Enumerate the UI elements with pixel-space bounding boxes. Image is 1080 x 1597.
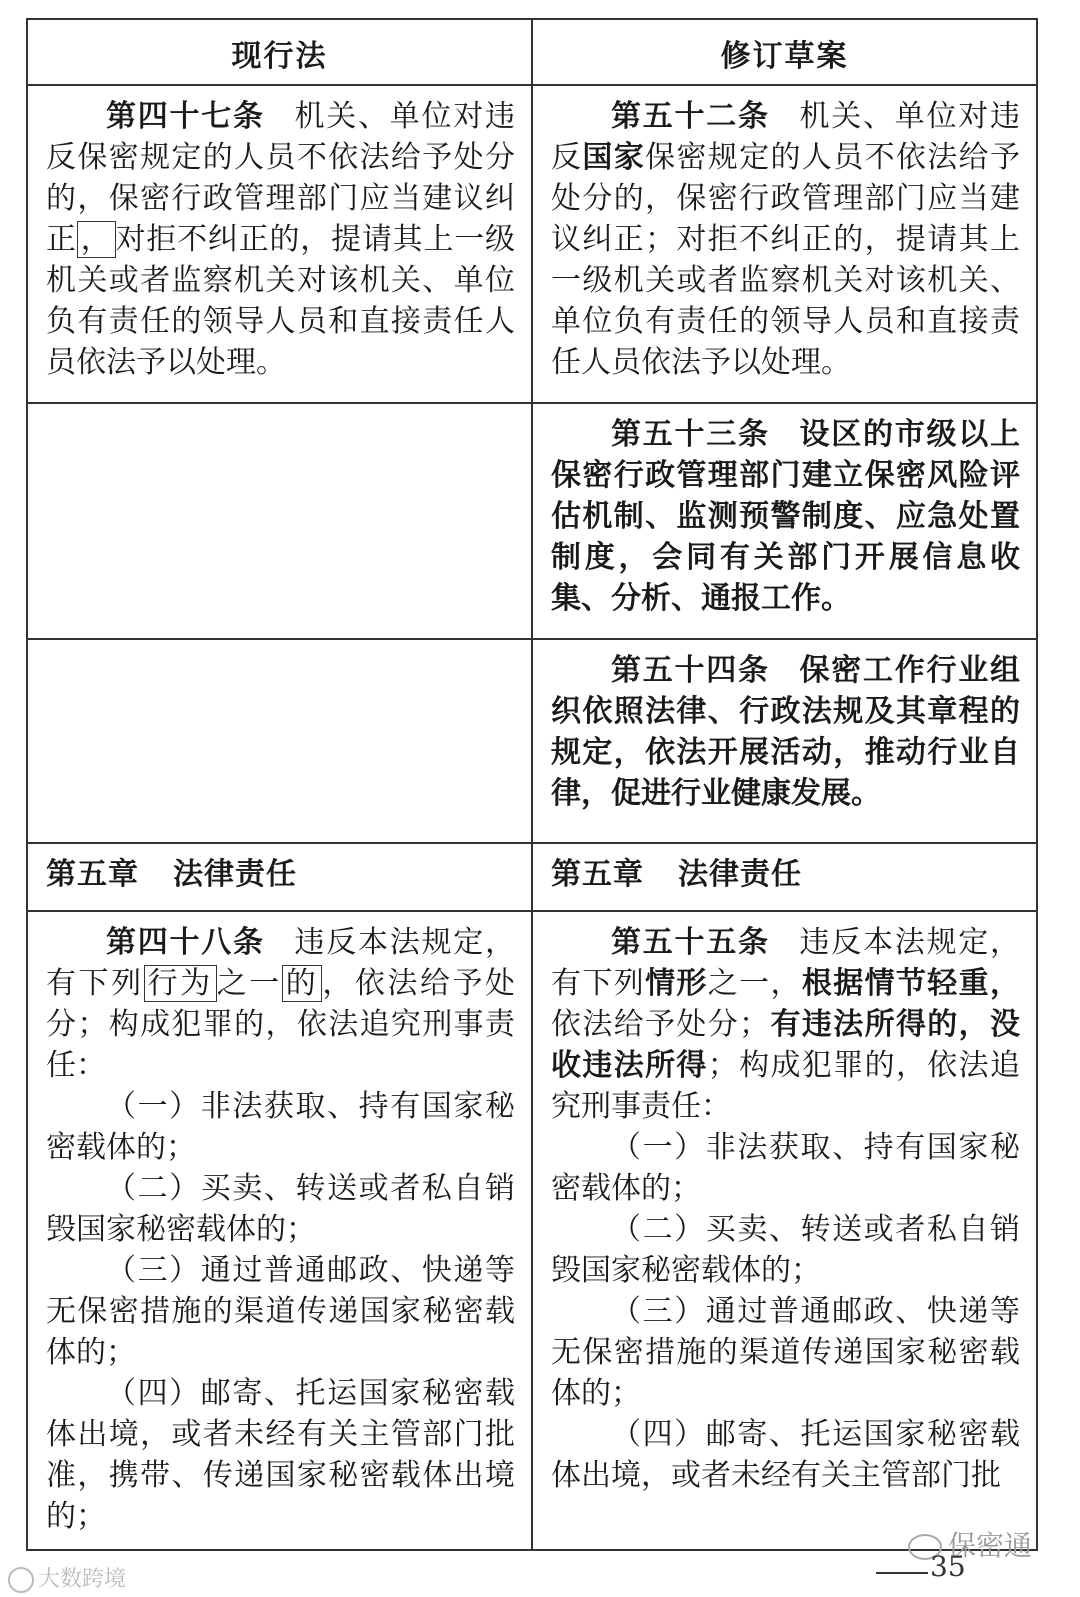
list-item: （三）通过普通邮政、快递等无保密措施的渠道传递国家秘密载体的； — [551, 1294, 1020, 1411]
added-text: 根据情节轻重， — [801, 966, 1021, 1001]
current-article-47: 第四十七条 机关、单位对违反保密规定的人员不依法给予处分的，保密行政管理部门应当建议纠正 ， 对拒不纠正的，提请其上一级机关或者监察机关对该机关、单位负有责任的领导人员和直接责任人员依法予以处理。 — [27, 85, 532, 403]
list-item: （四）邮寄、托运国家秘密载体出境，或者未经有关主管部门批 — [551, 1417, 1020, 1493]
watermark-logo-icon — [8, 1567, 34, 1593]
watermark-left: 大数跨境 — [8, 1562, 126, 1593]
list-item: （二）买卖、转送或者私自销毁国家秘密载体的； — [46, 1171, 515, 1247]
revised-article-53: 第五十三条 设区的市级以上保密行政管理部门建立保密风险评估机制、监测预警制度、应急处置制度，会同有关部门开展信息收集、分析、通报工作。 — [532, 403, 1037, 639]
changed-mark: 的 — [282, 965, 323, 1002]
chapter-row — [27, 843, 1037, 911]
article-row — [27, 85, 1037, 403]
article-number: 第五十三条 — [611, 417, 770, 452]
article-number: 第五十二条 — [611, 99, 770, 134]
list-item: （二）买卖、转送或者私自销毁国家秘密载体的； — [551, 1212, 1020, 1288]
revised-article-55: 第五十五条 违反本法规定，有下列情形之一，根据情节轻重，依法给予处分；有违法所得的，没收违法所得；构成犯罪的，依法追究刑事责任： （一）非法获取、持有国家秘密载体的； （二）买卖、转送或者私自销毁国家秘密载体的； （三）通过普通邮政、快递等无保密措施的渠道传递国家秘密载体的； （四）邮寄、托运国家秘密载体出境，或者未经有关主管部门批 — [532, 911, 1037, 1550]
revised-article-54: 第五十四条 保密工作行业组织依照法律、行政法规及其章程的规定，依法开展活动，推动行业自律，促进行业健康发展。 — [532, 639, 1037, 843]
list-item: （三）通过普通邮政、快递等无保密措施的渠道传递国家秘密载体的； — [46, 1253, 515, 1370]
article-number: 第四十七条 — [106, 99, 265, 134]
current-empty-cell — [27, 639, 532, 843]
added-text: 情形 — [645, 966, 708, 1001]
current-article-48: 第四十八条 违反本法规定，有下列 行为 之一 的 ，依法给予处分；构成犯罪的，依法追究刑事责任： （一）非法获取、持有国家秘密载体的； （二）买卖、转送或者私自销毁国家秘密载体的； （三）通过普通邮政、快递等无保密措施的渠道传递国家秘密载体的； （四）邮寄、托运国家秘密载体出境，或者未经有关主管部门批准，携带、传递国家秘密载体出境的； — [27, 911, 532, 1550]
changed-mark: ， — [77, 221, 116, 258]
changed-mark: 行为 — [144, 965, 217, 1002]
header-current-law: 现行法 — [27, 19, 532, 85]
current-empty-cell — [27, 403, 532, 639]
revised-article-52: 第五十二条 机关、单位对违反国家保密规定的人员不依法给予处分的，保密行政管理部门应当建议纠正；对拒不纠正的，提请其上一级机关或者监察机关对该机关、单位负有责任的领导人员和直接责任人员依法予以处理。 — [532, 85, 1037, 403]
chapter-title-current: 第五章 法律责任 — [27, 843, 532, 911]
article-row — [27, 403, 1037, 639]
page-number: 35 — [930, 1550, 966, 1583]
list-item: （一）非法获取、持有国家秘密载体的； — [46, 1089, 515, 1165]
article-row — [27, 911, 1037, 1550]
article-number: 第五十五条 — [611, 925, 770, 960]
header-revised-draft: 修订草案 — [532, 19, 1037, 85]
added-text: 国家 — [582, 140, 646, 175]
list-item: （四）邮寄、托运国家秘密载体出境，或者未经有关主管部门批准，携带、传递国家秘密载体出境的； — [46, 1376, 515, 1534]
article-row — [27, 639, 1037, 843]
header-row — [27, 19, 1037, 85]
footer-rule — [876, 1572, 928, 1574]
chapter-title-revised: 第五章 法律责任 — [532, 843, 1037, 911]
watermark-right: 保密通 — [908, 1524, 1032, 1564]
list-item: （一）非法获取、持有国家秘密载体的； — [551, 1130, 1020, 1206]
article-number: 第四十八条 — [106, 925, 265, 960]
added-text: 有违法所得的，没收违法所得 — [551, 1007, 1021, 1083]
comparison-table — [26, 18, 1038, 1551]
article-number: 第五十四条 — [611, 653, 770, 688]
